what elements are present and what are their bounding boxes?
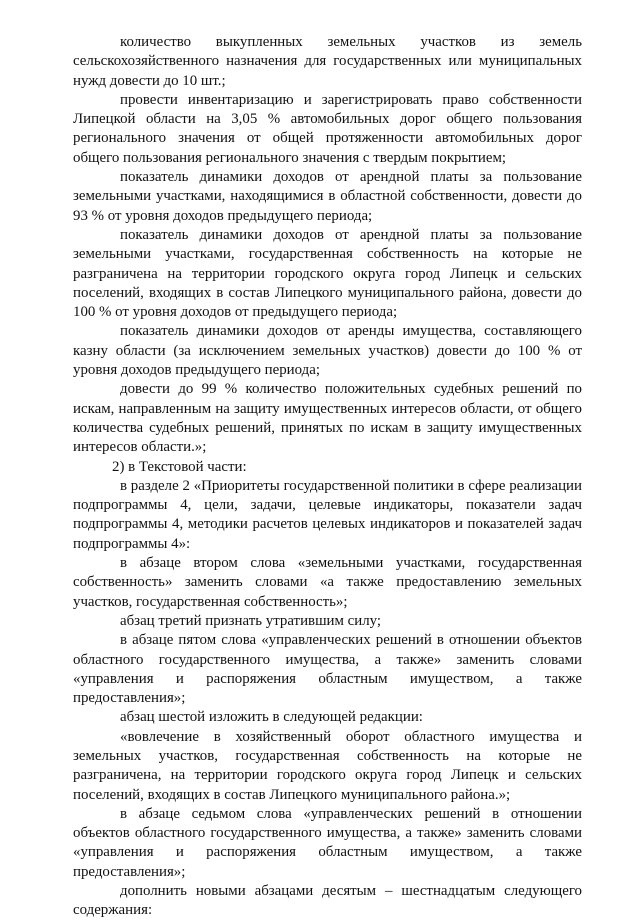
- item-text-part-heading: 2) в Текстовой части:: [112, 458, 247, 475]
- paragraph-amend-seventh-abzac: в абзаце седьмом слова «управленческих решений в отношении объектов областного государственного имущества, а также» заменить словами «управления и распоряжения областным имуществом, а также предоставления»;: [73, 805, 582, 880]
- paragraph-amend-fifth-abzac: в абзаце пятом слова «управленческих решений в отношении объектов областного государственного имущества, а также» заменить словами «управления и распоряжения областным имуществом, а также предоставления»;: [73, 632, 582, 707]
- paragraph-add-new-abzacs: дополнить новыми абзацами десятым – шестнадцатым следующего содержания:: [73, 883, 582, 919]
- paragraph-restate-sixth-abzac: абзац шестой изложить в следующей редакции:: [120, 709, 423, 726]
- document-page: [73, 33, 582, 921]
- paragraph-undelimited-land-rent-income: показатель динамики доходов от арендной платы за пользование земельными участками, государственная собственность на которые не разграничена на территории городского округа город Липецк и сельских поселений, входящих в состав Липецкого муниципального района, довести до 100 % от уровня доходов от предыдущего периода;: [73, 226, 582, 321]
- paragraph-regional-land-rent-income: показатель динамики доходов от арендной платы за пользование земельными участками, находящимися в областной собственности, довести до 93 % от уровня доходов предыдущего периода;: [73, 169, 582, 224]
- paragraph-new-sixth-abzac-text: «вовлечение в хозяйственный оборот областного имущества и земельных участков, государственная собственность на которые не разграничена, на территории городского округа город Липецк и сельских поселений, входящих в состав Липецкого муниципального района.»;: [73, 728, 582, 803]
- paragraph-treasury-property-rent-income: показатель динамики доходов от аренды имущества, составляющего казну области (за исключением земельных участков) довести до 100 % от уровня доходов предыдущего периода;: [73, 323, 582, 379]
- paragraph-purchased-land-plots: количество выкупленных земельных участков из земель сельскохозяйственного назначения для государственных или муниципальных нужд довести до 10 шт.;: [73, 34, 582, 89]
- paragraph-amend-second-abzac: в абзаце втором слова «земельными участками, государственная собственность» заменить словами «а также предоставлению земельных участков, государственная собственность»;: [73, 555, 582, 610]
- paragraph-road-ownership-registration: провести инвентаризацию и зарегистрировать право собственности Липецкой области на 3,05 % автомобильных дорог общего пользования регионального значения от общей протяженности автомобильных дорог общего пользования регионального значения с твердым покрытием;: [73, 91, 582, 166]
- paragraph-court-decisions: довести до 99 % количество положительных судебных решений по искам, направленным на защиту имущественных интересов области, от общего количества судебных решений, принятых по искам в защиту имущественных интересов области.»;: [73, 381, 582, 456]
- paragraph-section-2-reference: в разделе 2 «Приоритеты государственной политики в сфере реализации подпрограммы 4, цели, задачи, целевые индикаторы, показатели задач подпрограммы 4, методики расчетов целевых индикаторов и показателей задач подпрограммы 4»:: [73, 477, 582, 552]
- paragraph-repeal-third-abzac: абзац третий признать утратившим силу;: [120, 612, 382, 629]
